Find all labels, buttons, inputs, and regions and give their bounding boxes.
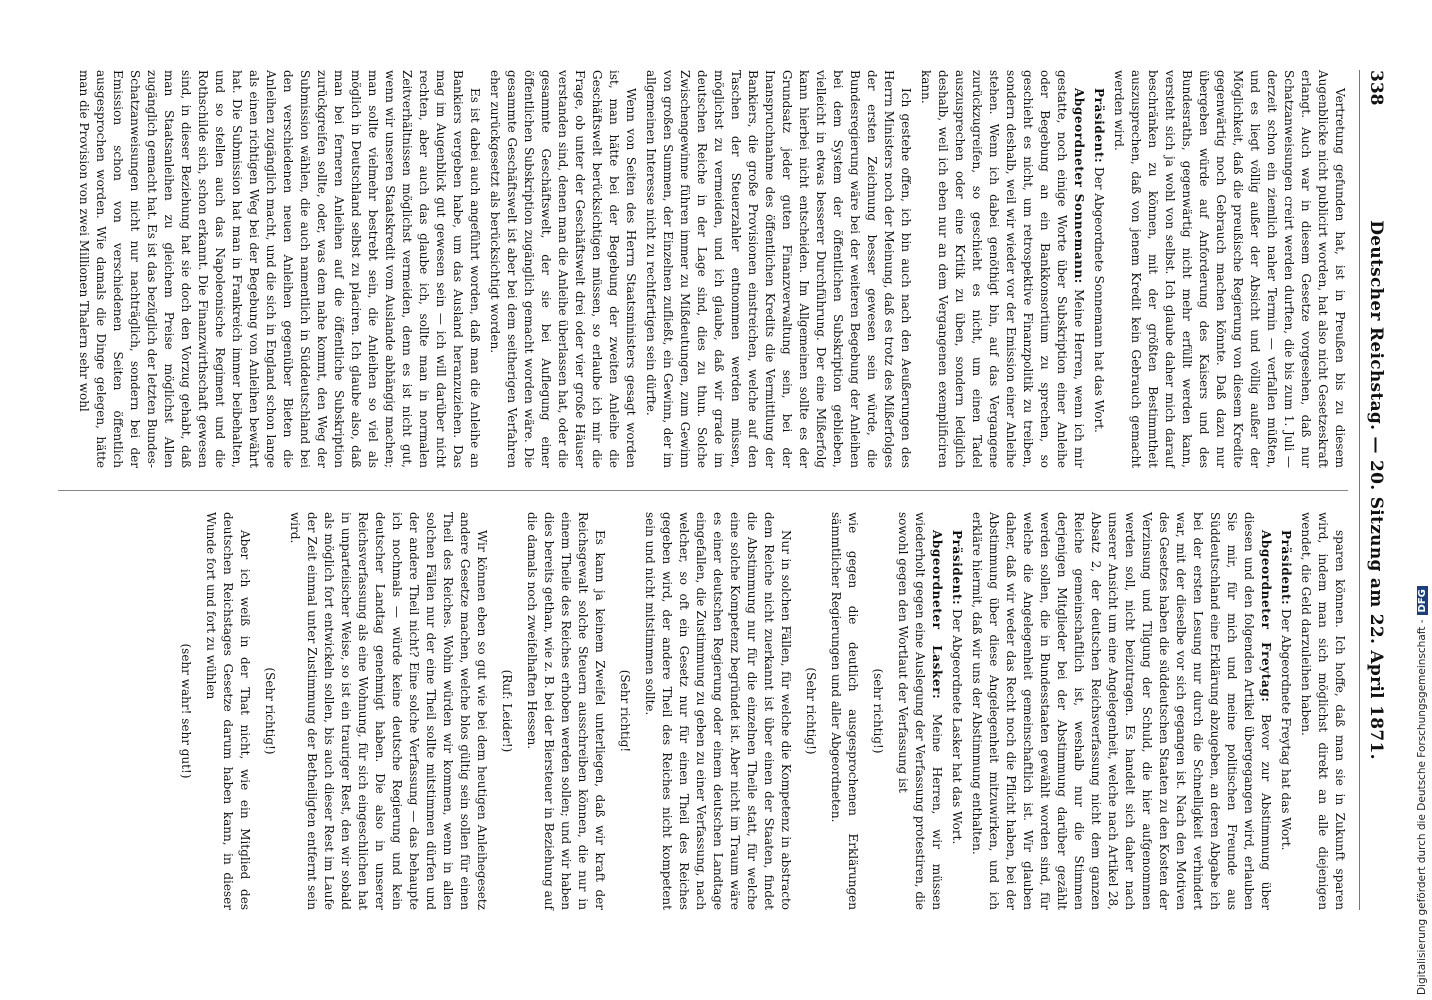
scanned-page — [32, 0, 1432, 960]
speech-text: Der Abgeordnete Lasker hat das Wort. — [950, 609, 964, 845]
audience-reaction: (sehr richtig!) — [871, 668, 885, 754]
speech-text: Meine Herren, wir müssen wiederholt gegen eine Auslegung der Verfassung protestiren, die sowohl gegen den Wortlaut der Verfassung ist — [896, 512, 944, 910]
speech-paragraph — [1277, 512, 1294, 910]
column-divider — [58, 490, 1348, 491]
speech-paragraph — [968, 512, 1274, 910]
body-paragraph: Es kann ja keinem Zweifel unterliegen, daß wir kraft der Reichsgewalt solche Steuern ausschreiben können, die nur in einem Theile des Reiches erhoben werden sollen; und wir haben dies bereits gethan, wie z. B. bei der Biersteuer in Beziehung auf die damals noch zweifelhaften Hessen. — [525, 512, 607, 910]
body-paragraph: Ich gestehe offen, ich bin auch nach den Aeußerungen des Herrn Ministers noch der Meinung, daß es trotz des Mißerfolges der ersten Zeichnung besser gewesen sein würde, die Bundesregierung wäre bei der weiteren Begebung der Anleihen bei dem System der öffentlichen Subskription geblieben, vielleicht in etwas besserer Durchführung. Der eine Mißerfolg kann hierbei nicht entscheiden. Im Allgemeinen sollte es der Grundsatz jeder guten Finanzverwaltung sein, bei der Inanspruchnahme des öffentlichen Kredits die Vermittlung der Bankiers, die große Provisionen einstreichen, welche auf den Taschen der Steuerzahler entnommen werden müssen, möglichst zu vermeiden, und ich glaube, daß wir grade im deutschen Reiche in der Lage sind, dies zu thun. Solche Zwischengewinne führen immer zu Mißdeutungen, zum Gewinn von großen Summen, der Einzelnen zufließt, ein Gewinn, der im allgemeinen Interesse nicht zu rechtfertigen sein dürfte. — [644, 70, 913, 468]
speech-paragraph — [948, 512, 965, 910]
audience-reaction: (Sehr richtig! — [618, 669, 632, 753]
page-number: 338 — [1366, 70, 1386, 106]
body-paragraph: Aber ich weiß in der That nicht, wie ein Mitglied des deutschen Reichstages Gesetze darum haben kann, in dieser Wunde fort und fort zu wühlen — [204, 512, 252, 910]
speech-text: Meine Herren, wenn ich mir gestatte, noch einige Worte über Subskription einer Anleihe oder Begebung an ein Bankkonsortium zu sprechen, so geschieht es nicht, um retrospektive Finanzpolitik zu treiben, sondern deshalb, weil wir wieder vor der Emission einer Anleihe stehen. Wenn ich dabei genöthigt bin, auf das Vergangene zurückzugreifen, so geschieht es nicht, um einen Tadel auszusprechen oder eine Kritik zu üben, sondern lediglich deshalb, weil ich eben nur an dem Vergangenen exemplificiren kann. — [919, 70, 1086, 468]
audience-reaction: (Ruf: Leider!) — [500, 669, 514, 753]
speech-text: Der Abgeordnete Freytag hat das Wort. — [1279, 609, 1293, 851]
running-title: Deutscher Reichstag. — 20. Sitzung am 22. April 1871. — [1366, 220, 1386, 760]
right-column — [169, 512, 1348, 910]
speaker-name: Abgeordneter Lasker: — [930, 530, 944, 700]
speech-text: Der Abgeordnete Sonnemann hat das Wort. — [1092, 167, 1106, 433]
digitization-credit-strip — [1404, 0, 1428, 1000]
speech-paragraph — [894, 512, 945, 910]
speaker-name: Präsident: — [1279, 530, 1293, 606]
body-paragraph: sparen können. Ich hoffe, daß man sie in Zukunft sparen wird, indem man sich möglichst direkt an alle diejenigen wendet, die Geld darzuleihen haben. — [1299, 512, 1347, 910]
audience-reaction: (sehr wahr! sehr gut!) — [179, 643, 193, 779]
body-paragraph: wie gegen die deutlich ausgesprochenen Erklärungen sämmtlicher Regierungen und aller Abgeordneten. — [829, 512, 860, 910]
speaker-name: Abgeordneter Sonnemann: — [1072, 88, 1086, 284]
page-header — [1359, 70, 1392, 910]
speech-text: Bevor zur Abstimmung über diesen und den folgenden Artikel übergegangen wird, erlauben Sie mir, für mich und meine politischen Freunde aus Süddeutschland eine Erklärung abzugeben, an deren Abgabe ich bei der ersten Lesung nur durch die Schnelligkeit verhindert war, mit der dieselbe vor sich gegangen ist. Nach den Motiven des Gesetzes haben die süddeutschen Staaten zu den Kosten der Verzinsung und Tilgung der Schuld, die hier aufgenommen werden soll, nicht beizutragen. Es handelt sich daher nach unserer Ansicht um eine Angelegenheit, welche nach Artikel 28, Absatz 2, der deutschen Reichsverfassung nicht dem ganzen Reiche gemeinschaftlich ist, weshalb nur die Stimmen derjenigen Mitglieder bei der Abstimmung darüber gezählt werden sollen, die in Bundesstaaten gewählt worden sind, für welche die Angelegenheit gemeinschaftlich ist. Wir glauben daher, daß wir weder das Recht noch die Pflicht haben, bei der Abstimmung über diese Angelegenheit mitzuwirken, und ich erkläre hiermit, daß wir uns der Abstimmung enthalten. — [970, 512, 1273, 910]
body-paragraph: Wenn von Seiten des Herrn Staatsministers gesagt worden ist, man hätte bei der Begebung der zweiten Anleihe die Geschäftswelt berücksichtigen müssen, so erlaube ich mir die Frage, ob unter der Geschäftswelt drei oder vier große Häuser verstanden sind, denen man die Anleihe überlassen hat, oder die gesammte Geschäftswelt, der sie bei Auflegung einer öffentlichen Subskription zugänglich gemacht worden wäre. Die gesammte Geschäftswelt ist aber bei dem seitherigen Verfahren eher zurückgesetzt als berücksichtigt worden. — [488, 70, 638, 468]
body-paragraph: Es ist dabei auch angeführt worden, daß man die Anleihe an Bankiers vergeben habe, um das Ausland heranzuziehen. Das mag im Augenblick gut gewesen sein — ich will darüber nicht rechten, aber auch das glaube ich, sollte man in normalen Zeitverhältnissen möglichst vermeiden, denn es ist nicht gut, wenn wir unseren Staatskredit vom Auslande abhängig machen; man sollte vielmehr bestrebt sein, die Anleihen so viel als möglich in Deutschland selbst zu placiren. Ich glaube also, daß man bei ferneren Anleihen auf die öffentliche Subskription zurückgreifen sollte, oder, was dem nahe kommt, den Weg der Submission wählen, die auch namentlich in Süddeutschland bei den verschiedenen neuen Anleihen gegenüber Bieten die Anleihen zugänglich macht, und die sich in England schon lange als einen richtigen Weg bei der Begebung von Anleihen bewährt hat. Die Submission hat man in Frankreich immer beibehalten, und so stellen auch das Napoleonische Regiment und die Rothschilde sich, schon erkannt. Die Finanzwirthschaft gewesen sind, in dieser Beziehung hat sie doch den Vorzug gehabt, daß man Staatsanleihen zu gleichem Preise möglichst Allen zugänglich gemacht hat. Es ist das bezüglich der letzten Bundes-Schatzanweisungen nicht nur nachträglich, sondern bei der Emission schon von verschiedenen Seiten öffentlich ausgesprochen worden. Wie damals die Dinge gelegen, hätte man die Provision von zwei Millionen Thalern sehr wohl — [77, 70, 482, 468]
audience-reaction: (Sehr richtig!) — [804, 667, 818, 755]
body-paragraph: Nur in solchen Fällen, für welche die Kompetenz in abstracto dem Reiche nicht zuerkannt ist über einen der Staaten, findet die Abstimmung nur für die einzelnen Theile statt, für welche eine solche Kompetenz begründet ist. Aber nicht im Traum wäre es einer deutschen Regierung oder einem deutschen Landtage eingefallen, die Zustimmung zu geben zu einer Verfassung, nach welcher, so oft ein Gesetz nur für einen Theil des Reiches gegeben wird, der andere Theil des Reiches nicht kompetent sein und nicht mitstimmen sollte. — [643, 512, 793, 910]
speech-paragraph — [917, 70, 1087, 468]
text-columns — [48, 70, 1348, 910]
credit-text: Digitalisierung gefördert durch die Deutsche Forschungsgemeinschaft - — [1416, 619, 1428, 995]
speaker-name: Präsident: — [950, 530, 964, 606]
body-paragraph: Wir können eben so gut wie bei dem heutigen Anleihegesetz andere Gesetze machen, welche blos gültig sein sollen für einen Theil des Reiches. Wohin würden wir kommen, wenn in allen solchen Fällen nur der eine Theil sollte mitstimmen dürfen und der andere Theil nicht? Eine solche Verfassung — das behaupte ich nochmals — würde keine deutsche Regierung und kein deutscher Landtag genehmigt haben. Die also in unserer Reichsverfassung als eine Wohnung, für sich eingeschlichen hat in unparteiischer Weise, so ist ein trauriger Rest, den wir sobald als möglich fort entwickeln sollen, bis auch dieser Rest im Laufe der Zeit einmal unter Zustimmung der Betheiligten entfernt sein wird. — [288, 512, 489, 910]
digitization-credit — [1416, 586, 1428, 995]
speaker-name: Präsident: — [1092, 88, 1106, 164]
body-paragraph: Vertretung gefunden hat, ist in Preußen bis zu diesem Augenblicke nicht publicirt worden, hat also nicht Gesetzeskraft erlangt. Auch war in diesem Gesetze vorgesehen, daß nur Schatzanweisungen creirt werden durften, die bis zum 1. Juli — derzeit schon ein ziemlich naher Termin — verfallen müßten, und es liegt völlig außer der Absicht und völlig außer der Möglichkeit, daß die preußische Regierung von diesem Kredite gegenwärtig noch Gebrauch machen könnte. Daß dazu nur übergeben würde auf Anforderung des Kaisers und des Bundesraths, gegenwärtig nicht mehr erfüllt werden kann, versteht sich ja wohl von selbst. Ich glaube daher mich darauf beschränken zu können, mit der größten Bestimmtheit auszusprechen, daß von jenem Kredit kein Gebrauch gemacht werden wird. — [1112, 70, 1347, 468]
dfg-logo: DFG — [1417, 586, 1428, 615]
speech-paragraph — [1090, 70, 1107, 468]
audience-reaction: (Sehr richtig!) — [263, 667, 277, 755]
speaker-name: Abgeordneter Freytag: — [1259, 530, 1273, 703]
left-column — [72, 70, 1348, 468]
